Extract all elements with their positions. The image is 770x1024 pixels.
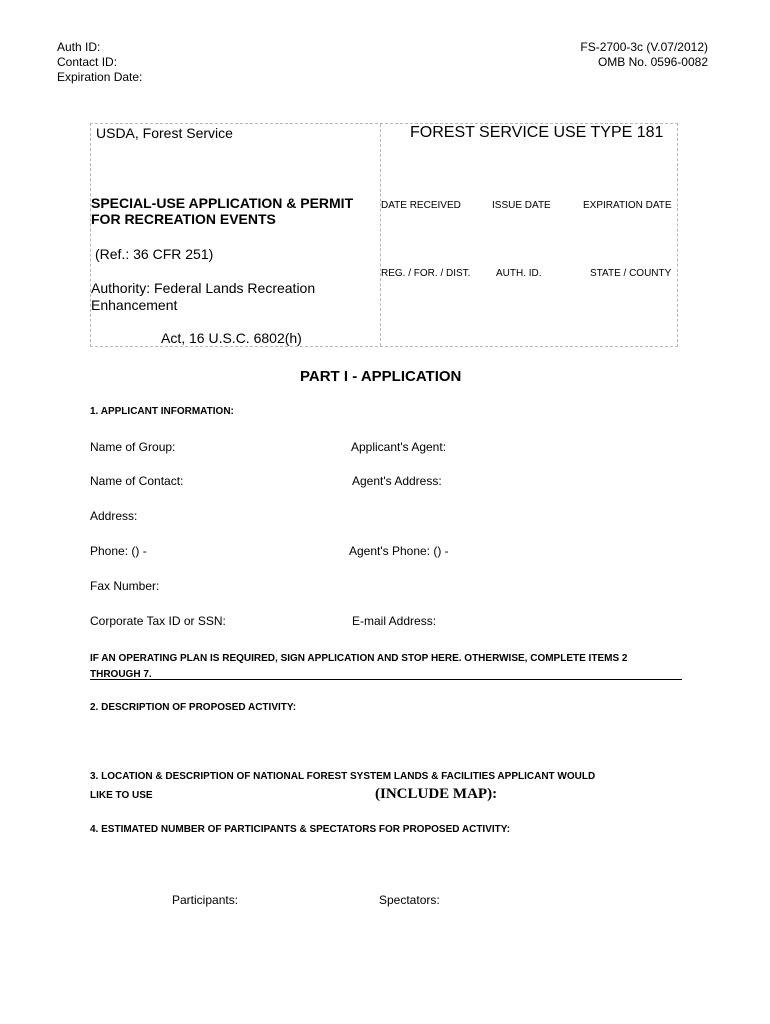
authority bbox=[91, 280, 315, 314]
form-title-line2: FOR RECREATION EVENTS bbox=[91, 211, 276, 227]
section-2-heading: 2. DESCRIPTION OF PROPOSED ACTIVITY: bbox=[90, 702, 297, 713]
operating-plan-line1: IF AN OPERATING PLAN IS REQUIRED, SIGN APPLICATION AND STOP HERE. OTHERWISE, COMPLETE ITEMS 2 bbox=[90, 653, 628, 664]
issue-date-label: ISSUE DATE bbox=[492, 200, 551, 211]
part-title: PART I - APPLICATION bbox=[300, 368, 462, 385]
state-county-label: STATE / COUNTY bbox=[590, 268, 672, 279]
date-received-label: DATE RECEIVED bbox=[381, 200, 461, 211]
agents-address-label: Agent's Address: bbox=[352, 474, 442, 488]
omb-number: OMB No. 0596-0082 bbox=[597, 55, 708, 69]
reg-for-dist-label: REG. / FOR. / DIST. bbox=[381, 268, 471, 279]
reference: (Ref.: 36 CFR 251) bbox=[95, 246, 214, 262]
authority-line1: Authority: Federal Lands Recreation bbox=[91, 280, 316, 296]
phone-label: Phone: () - bbox=[90, 544, 147, 558]
expiration-date-box-label: EXPIRATION DATE bbox=[583, 200, 672, 211]
header-right bbox=[580, 40, 708, 70]
section-3-heading-line2: LIKE TO USE bbox=[90, 790, 153, 801]
header-left bbox=[57, 40, 142, 85]
box-divider bbox=[380, 124, 381, 346]
spectators-label: Spectators: bbox=[379, 893, 440, 907]
participants-label: Participants: bbox=[172, 893, 239, 907]
contact-id-label: Contact ID: bbox=[57, 55, 118, 69]
applicants-agent-label: Applicant's Agent: bbox=[351, 440, 447, 454]
operating-plan-line2: THROUGH 7. bbox=[90, 669, 152, 680]
section-4-heading: 4. ESTIMATED NUMBER OF PARTICIPANTS & SPECTATORS FOR PROPOSED ACTIVITY: bbox=[90, 824, 511, 835]
section-3-heading-line1: 3. LOCATION & DESCRIPTION OF NATIONAL FOREST SYSTEM LANDS & FACILITIES APPLICANT WOULD bbox=[90, 771, 596, 782]
name-of-contact-label: Name of Contact: bbox=[90, 474, 184, 488]
form-title bbox=[91, 195, 353, 227]
agency-name: USDA, Forest Service bbox=[96, 125, 233, 141]
section-1-heading: 1. APPLICANT INFORMATION: bbox=[90, 406, 234, 417]
auth-id-box-label: AUTH. ID. bbox=[496, 268, 542, 279]
include-map-note: (INCLUDE MAP): bbox=[375, 786, 498, 802]
name-of-group-label: Name of Group: bbox=[90, 440, 176, 454]
fax-number-label: Fax Number: bbox=[90, 579, 160, 593]
email-label: E-mail Address: bbox=[352, 614, 437, 628]
authority-line2: Enhancement bbox=[91, 297, 178, 313]
form-title-line1: SPECIAL-USE APPLICATION & PERMIT bbox=[91, 195, 354, 211]
use-type: FOREST SERVICE USE TYPE 181 bbox=[410, 124, 664, 141]
tax-id-label: Corporate Tax ID or SSN: bbox=[90, 614, 226, 628]
expiration-date-label: Expiration Date: bbox=[57, 70, 143, 84]
act-citation: Act, 16 U.S.C. 6802(h) bbox=[161, 330, 302, 346]
form-number: FS-2700-3c (V.07/2012) bbox=[580, 40, 708, 54]
agents-phone-label: Agent's Phone: () - bbox=[349, 544, 449, 558]
section-divider bbox=[90, 679, 682, 680]
address-label: Address: bbox=[90, 509, 138, 523]
auth-id-label: Auth ID: bbox=[57, 40, 101, 54]
